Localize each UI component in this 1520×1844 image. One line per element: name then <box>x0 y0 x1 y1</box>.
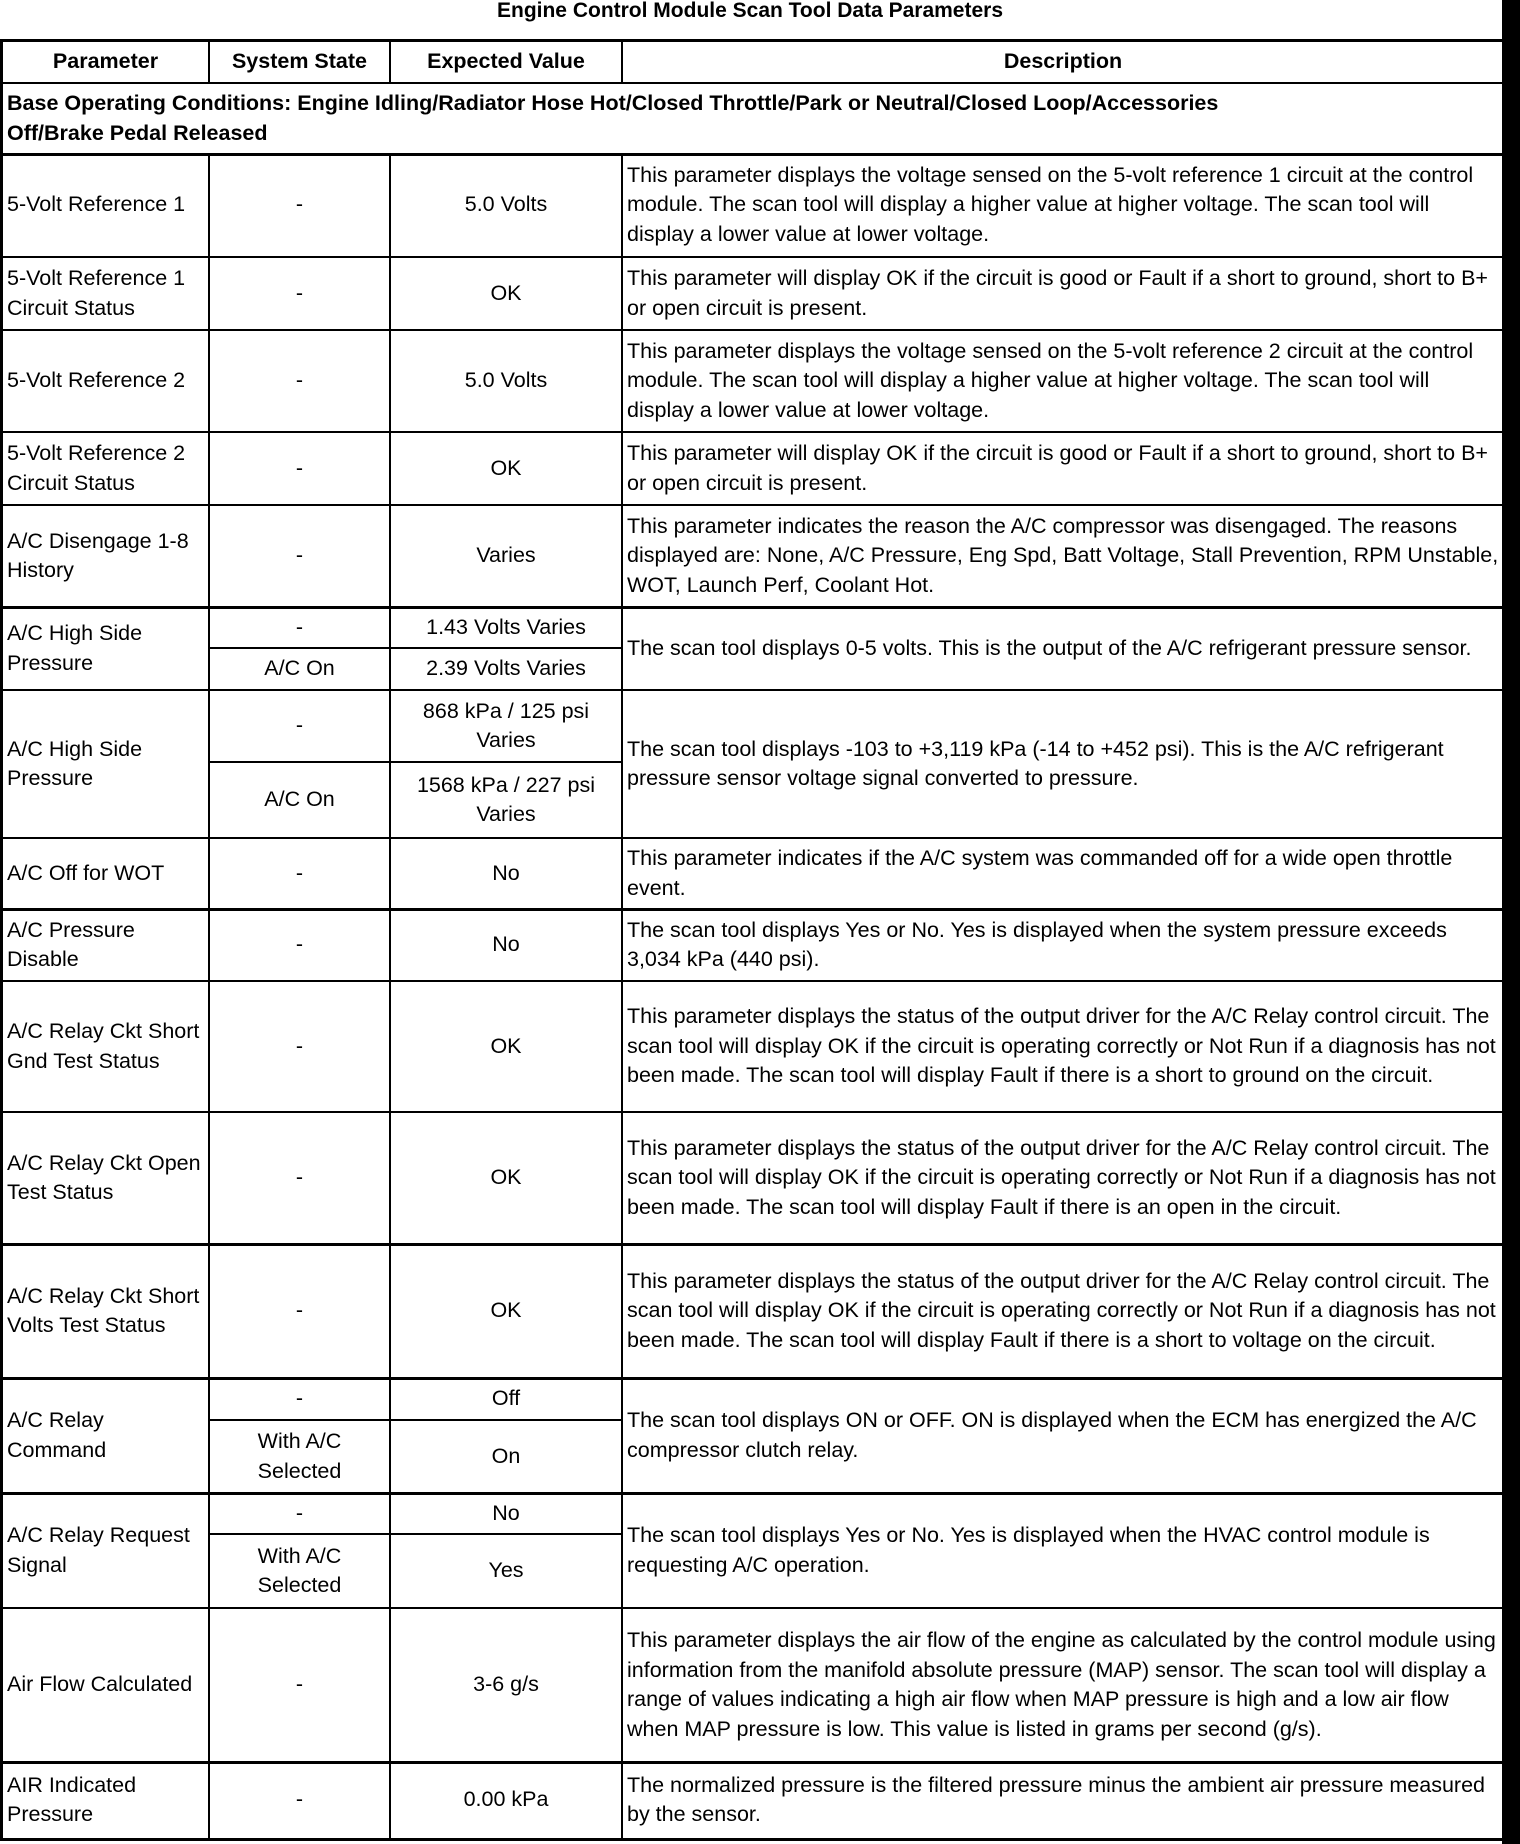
parameter-cell: 5-Volt Reference 1 Circuit Status <box>7 266 186 320</box>
expected-value-cell: OK <box>490 280 522 305</box>
description-cell: The scan tool displays Yes or No. Yes is displayed when the HVAC control module is requesting A/C operation. <box>627 1523 1430 1577</box>
expected-value-cell: Varies <box>476 543 536 568</box>
parameter-cell: AIR Indicated Pressure <box>7 1772 137 1826</box>
parameter-cell: A/C Pressure Disable <box>7 917 135 971</box>
expected-value-cell: 3-6 g/s <box>473 1672 539 1697</box>
parameter-cell: 5-Volt Reference 2 <box>7 368 186 393</box>
expected-value-cell: No <box>492 860 520 885</box>
base-operating-conditions: Base Operating Conditions: Engine Idling/Radiator Hose Hot/Closed Throttle/Park or Neutral/Closed Loop/Accessories Off/Brake Pedal Released <box>7 91 1219 145</box>
expected-value-cell: No <box>492 1500 520 1525</box>
system-state-cell: - <box>295 1298 304 1323</box>
expected-value-cell: Off <box>491 1386 521 1411</box>
description-cell: This parameter displays the voltage sensed on the 5-volt reference 1 circuit at the control module. The scan tool will display a higher value at higher voltage. The scan tool will display a lower value at lower voltage. <box>627 162 1474 246</box>
table-title: Engine Control Module Scan Tool Data Parameters <box>496 0 1004 22</box>
system-state-cell: With A/C Selected <box>257 1543 342 1597</box>
system-state-cell: - <box>295 932 304 957</box>
parameter-cell: A/C Relay Ckt Short Gnd Test Status <box>7 1019 200 1073</box>
expected-value-cell: 2.39 Volts Varies <box>426 656 586 681</box>
system-state-cell: - <box>295 713 304 738</box>
description-cell: This parameter displays the air flow of the engine as calculated by the control module using information from the manifold absolute pressure (MAP) sensor. The scan tool will display a range of values indicating a high air flow when MAP pressure is high and a low air flow when MAP pressure is low. This value is listed in grams per second (g/s). <box>627 1628 1496 1741</box>
column-header-system-state: System State <box>231 49 368 74</box>
system-state-cell: - <box>295 192 304 217</box>
description-cell: This parameter displays the voltage sensed on the 5-volt reference 2 circuit at the control module. The scan tool will display a higher value at higher voltage. The scan tool will display a lower value at lower voltage. <box>627 338 1474 422</box>
description-cell: The scan tool displays 0-5 volts. This is the output of the A/C refrigerant pressure sensor. <box>627 635 1472 660</box>
parameter-cell: A/C Disengage 1-8 History <box>7 528 189 582</box>
expected-value-cell: No <box>492 932 520 957</box>
parameter-cell: A/C Off for WOT <box>7 860 165 885</box>
expected-value-cell: OK <box>490 1033 522 1058</box>
description-cell: This parameter displays the status of the output driver for the A/C Relay control circuit. The scan tool will display OK if the circuit is operating correctly or Not Run if a diagnosis has not been made. The scan tool will display Fault if there is a short to ground on the circuit. <box>627 1004 1496 1088</box>
description-cell: This parameter indicates if the A/C system was commanded off for a wide open throttle event. <box>627 846 1453 900</box>
parameter-cell: Air Flow Calculated <box>7 1672 193 1697</box>
scan-tool-data-table <box>0 39 1502 1841</box>
parameter-cell: A/C Relay Request Signal <box>7 1523 190 1577</box>
description-cell: This parameter displays the status of the output driver for the A/C Relay control circuit. The scan tool will display OK if the circuit is operating correctly or Not Run if a diagnosis has not been made. The scan tool will display Fault if there is a short to voltage on the circuit. <box>627 1268 1496 1352</box>
expected-value-cell: OK <box>490 1165 522 1190</box>
system-state-cell: - <box>295 1672 304 1697</box>
column-header-expected-value: Expected Value <box>427 49 585 74</box>
parameter-cell: A/C High Side Pressure <box>7 621 143 675</box>
description-cell: The scan tool displays -103 to +3,119 kPa (-14 to +452 psi). This is the A/C refrigerant pressure sensor voltage signal converted to pressure. <box>627 736 1444 790</box>
column-header-parameter: Parameter <box>52 49 159 74</box>
system-state-cell: - <box>295 614 304 639</box>
parameter-cell: 5-Volt Reference 2 Circuit Status <box>7 441 186 495</box>
system-state-cell: - <box>295 1386 304 1411</box>
system-state-cell: A/C On <box>264 787 335 812</box>
system-state-cell: - <box>295 1165 304 1190</box>
system-state-cell: - <box>295 543 304 568</box>
system-state-cell: - <box>295 860 304 885</box>
description-cell: The scan tool displays ON or OFF. ON is displayed when the ECM has energized the A/C compressor clutch relay. <box>627 1408 1477 1462</box>
description-cell: This parameter will display OK if the circuit is good or Fault if a short to ground, short to B+ or open circuit is present. <box>627 441 1488 495</box>
description-cell: This parameter indicates the reason the A/C compressor was disengaged. The reasons displayed are: None, A/C Pressure, Eng Spd, Batt Voltage, Stall Prevention, RPM Unstable, WOT, Launch Perf, Coolant Hot. <box>627 513 1499 597</box>
parameter-cell: A/C Relay Ckt Short Volts Test Status <box>7 1283 200 1337</box>
expected-value-cell: 1568 kPa / 227 psi Varies <box>416 772 596 826</box>
parameter-cell: 5-Volt Reference 1 <box>7 192 186 217</box>
column-header-description: Description <box>1003 49 1123 74</box>
expected-value-cell: 1.43 Volts Varies <box>426 614 586 639</box>
description-cell: The scan tool displays Yes or No. Yes is displayed when the system pressure exceeds 3,034 kPa (440 psi). <box>627 917 1447 971</box>
expected-value-cell: On <box>491 1443 521 1468</box>
expected-value-cell: OK <box>490 1298 522 1323</box>
system-state-cell: - <box>295 368 304 393</box>
expected-value-cell: 5.0 Volts <box>464 368 548 393</box>
expected-value-cell: 868 kPa / 125 psi Varies <box>422 698 590 752</box>
parameter-cell: A/C Relay Ckt Open Test Status <box>7 1150 201 1204</box>
system-state-cell: - <box>295 280 304 305</box>
description-cell: The normalized pressure is the filtered pressure minus the ambient air pressure measured by the sensor. <box>627 1772 1486 1826</box>
description-cell: This parameter will display OK if the circuit is good or Fault if a short to ground, short to B+ or open circuit is present. <box>627 266 1488 320</box>
parameter-cell: A/C Relay Command <box>7 1408 107 1462</box>
system-state-cell: - <box>295 1787 304 1812</box>
system-state-cell: - <box>295 1033 304 1058</box>
description-cell: This parameter displays the status of the output driver for the A/C Relay control circuit. The scan tool will display OK if the circuit is operating correctly or Not Run if a diagnosis has not been made. The scan tool will display Fault if there is an open in the circuit. <box>627 1135 1496 1219</box>
system-state-cell: A/C On <box>264 656 335 681</box>
right-border <box>1502 0 1520 1844</box>
system-state-cell: - <box>295 1500 304 1525</box>
expected-value-cell: 5.0 Volts <box>464 192 548 217</box>
expected-value-cell: OK <box>490 455 522 480</box>
parameter-cell: A/C High Side Pressure <box>7 736 143 790</box>
system-state-cell: - <box>295 455 304 480</box>
expected-value-cell: Yes <box>488 1558 524 1583</box>
system-state-cell: With A/C Selected <box>257 1429 342 1483</box>
expected-value-cell: 0.00 kPa <box>463 1787 549 1812</box>
